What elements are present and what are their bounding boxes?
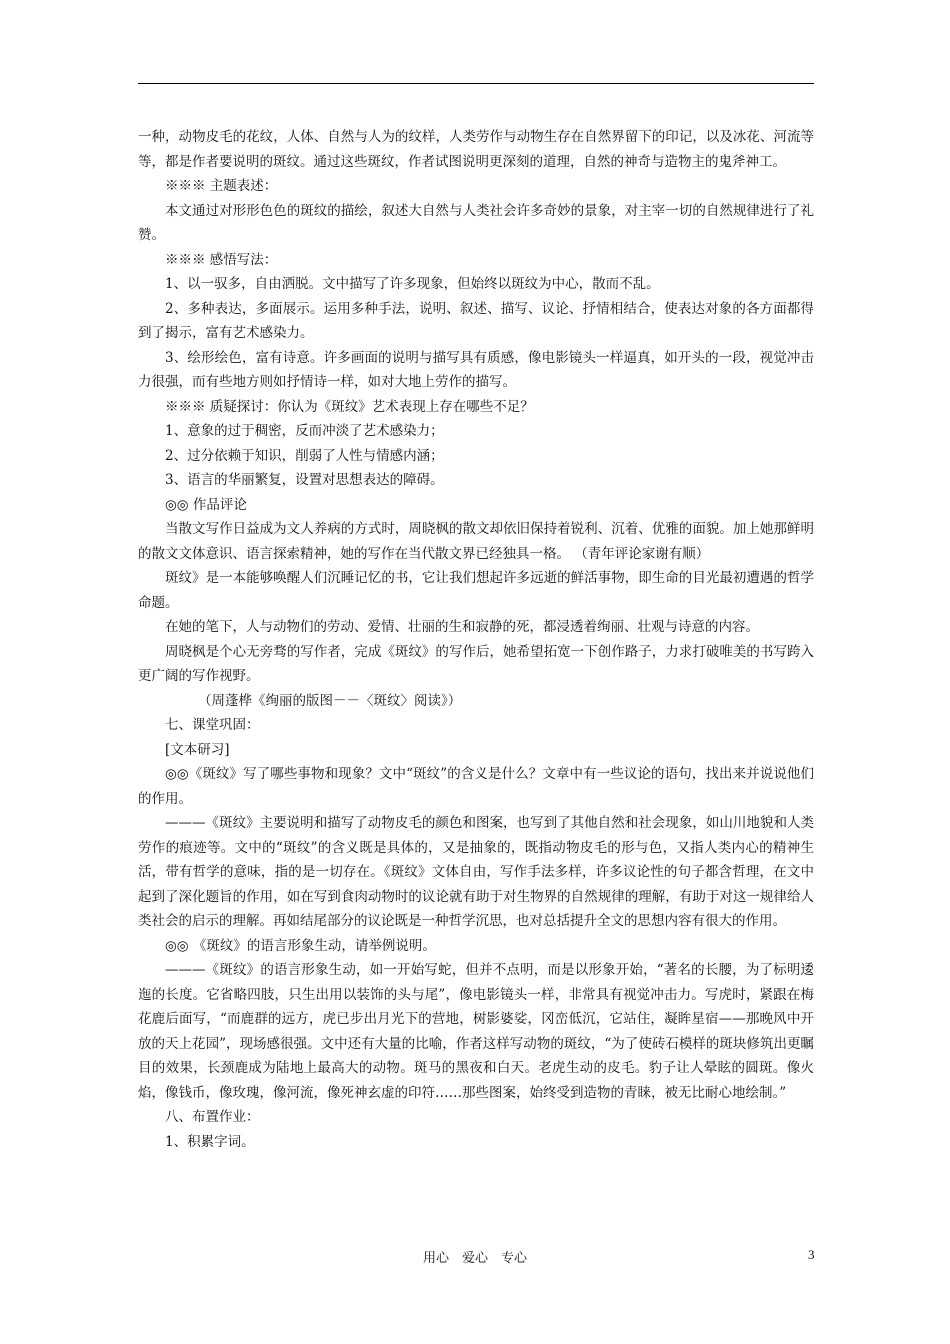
homework-item-1: 1、积累字词。 bbox=[165, 1133, 255, 1150]
heading-section-7: 七、课堂巩固： bbox=[165, 717, 260, 733]
paragraph-theme: 本文通过对形形色色的斑纹的描绘，叙述大自然与人类社会许多奇妙的景象，对主宰一切的自然规律进行了礼赞。 bbox=[138, 202, 814, 243]
review-citation: （周蓬桦《绚丽的版图－－〈斑纹〉阅读》） bbox=[198, 692, 462, 709]
subheading-text-study: [文本研习] bbox=[165, 741, 230, 758]
list-item-shortcoming-2: 2、过分依赖于知识，削弱了人性与情感内涵； bbox=[165, 447, 444, 464]
heading-theme: ※※※ 主题表述： bbox=[165, 178, 278, 194]
page-footer: 用心 爱心 专心 bbox=[422, 1251, 527, 1266]
paragraph-intro-continued: 一种，动物皮毛的花纹，人体、自然与人为的纹样，人类劳作与动物生存在自然界留下的印记，以及冰花、河流等等，都是作者要说明的斑纹。通过这些斑纹，作者试图说明更深刻的道理，自然的神奇与造物主的鬼斧神工。 bbox=[138, 129, 814, 170]
paragraph-review-1: 当散文写作日益成为文人养病的方式时，周晓枫的散文却依旧保持着锐利、沉着、优雅的面貌。加上她那鲜明的散文文体意识、语言探索精神，她的写作在当代散文界已经独具一格。 （青年评论家谢有顺） bbox=[138, 521, 814, 562]
question-1: ◎◎《斑纹》写了哪些事物和现象？文中“斑纹”的含义是什么？文章中有一些议论的语句，找出来并说说他们的作用。 bbox=[138, 766, 814, 807]
list-item-method-2: 2、多种表达，多面展示。运用多种手法，说明、叙述、描写、议论、抒情相结合，使表达对象的各方面都得到了揭示，富有艺术感染力。 bbox=[138, 300, 814, 341]
heading-section-8: 八、布置作业： bbox=[165, 1109, 260, 1125]
answer-1: ———《斑纹》主要说明和描写了动物皮毛的颜色和图案，也写到了其他自然和社会现象，如山川地貌和人类劳作的痕迹等。文中的“斑纹”的含义既是具体的，又是抽象的，既指动物皮毛的形与色，又指人类内心的精神生活，带有哲学的意味，指的是一切存在。《斑纹》文体自由，写作手法多样，许多议论性的句子都含哲理，在文中起到了深化题旨的作用，如在写到食肉动物时的议论就有助于对生物界的自然规律的理解，有助于对这一规律给人类社会的启示的理解。再如结尾部分的议论既是一种哲学沉思，也对总括提升全文的思想内容有很大的作用。 bbox=[138, 815, 814, 929]
answer-2: ———《斑纹》的语言形象生动，如一开始写蛇，但并不点明，而是以形象开始，“著名的长腰，为了标明逶迤的长度。它省略四肢，只生出用以装饰的头与尾”，像电影镜头一样，非常具有视觉冲击力。写虎时，紧跟在梅花鹿后面写，“而鹿群的远方，虎已步出月光下的营地，树影婆娑，冈峦低沉，它站住，凝眸星宿——那晚风中开放的天上花园”，现场感很强。文中还有大量的比喻，作者这样写动物的斑纹，“为了使砖石模样的斑块修筑出更瞩目的效果，长颈鹿成为陆地上最高大的动物。斑马的黑夜和白天。老虎生动的皮毛。豹子让人晕眩的圆斑。像火焰，像钱币，像玫瑰，像河流，像死神玄虚的印符……那些图案，始终受到造物的青睐，被无比耐心地绘制。” bbox=[138, 962, 814, 1101]
list-item-shortcoming-3: 3、语言的华丽繁复，设置对思想表达的障碍。 bbox=[165, 472, 444, 488]
page-number: 3 bbox=[808, 1247, 815, 1262]
paragraph-review-3: 在她的笔下，人与动物们的劳动、爱情、壮丽的生和寂静的死，都浸透着绚丽、壮观与诗意的内容。 bbox=[165, 619, 759, 635]
list-item-method-3: 3、绘形绘色，富有诗意。许多画面的说明与描写具有质感，像电影镜头一样逼真，如开头的一段，视觉冲击力很强，而有些地方则如抒情诗一样，如对大地上劳作的描写。 bbox=[138, 349, 814, 390]
heading-reviews: ◎◎ 作品评论 bbox=[165, 496, 247, 513]
header-rule bbox=[138, 83, 814, 84]
question-2: ◎◎ 《斑纹》的语言形象生动，请举例说明。 bbox=[165, 937, 436, 954]
heading-discussion: ※※※ 质疑探讨：你认为《斑纹》艺术表现上存在哪些不足？ bbox=[165, 398, 534, 415]
paragraph-review-2: 斑纹》是一本能够唤醒人们沉睡记忆的书，它让我们想起许多远逝的鲜活事物，即生命的目光最初遭遇的哲学命题。 bbox=[138, 570, 814, 611]
paragraph-review-4: 周晓枫是个心无旁骛的写作者，完成《斑纹》的写作后，她希望拓宽一下创作路子，力求打破唯美的书写跨入更广阔的写作视野。 bbox=[138, 643, 814, 684]
list-item-shortcoming-1: 1、意象的过于稠密，反而冲淡了艺术感染力； bbox=[165, 423, 444, 439]
page-body bbox=[138, 125, 814, 1154]
heading-writing-method: ※※※ 感悟写法： bbox=[165, 251, 278, 268]
list-item-method-1: 1、以一驭多，自由洒脱。文中描写了许多现象，但始终以斑纹为中心，散而不乱。 bbox=[165, 276, 660, 292]
